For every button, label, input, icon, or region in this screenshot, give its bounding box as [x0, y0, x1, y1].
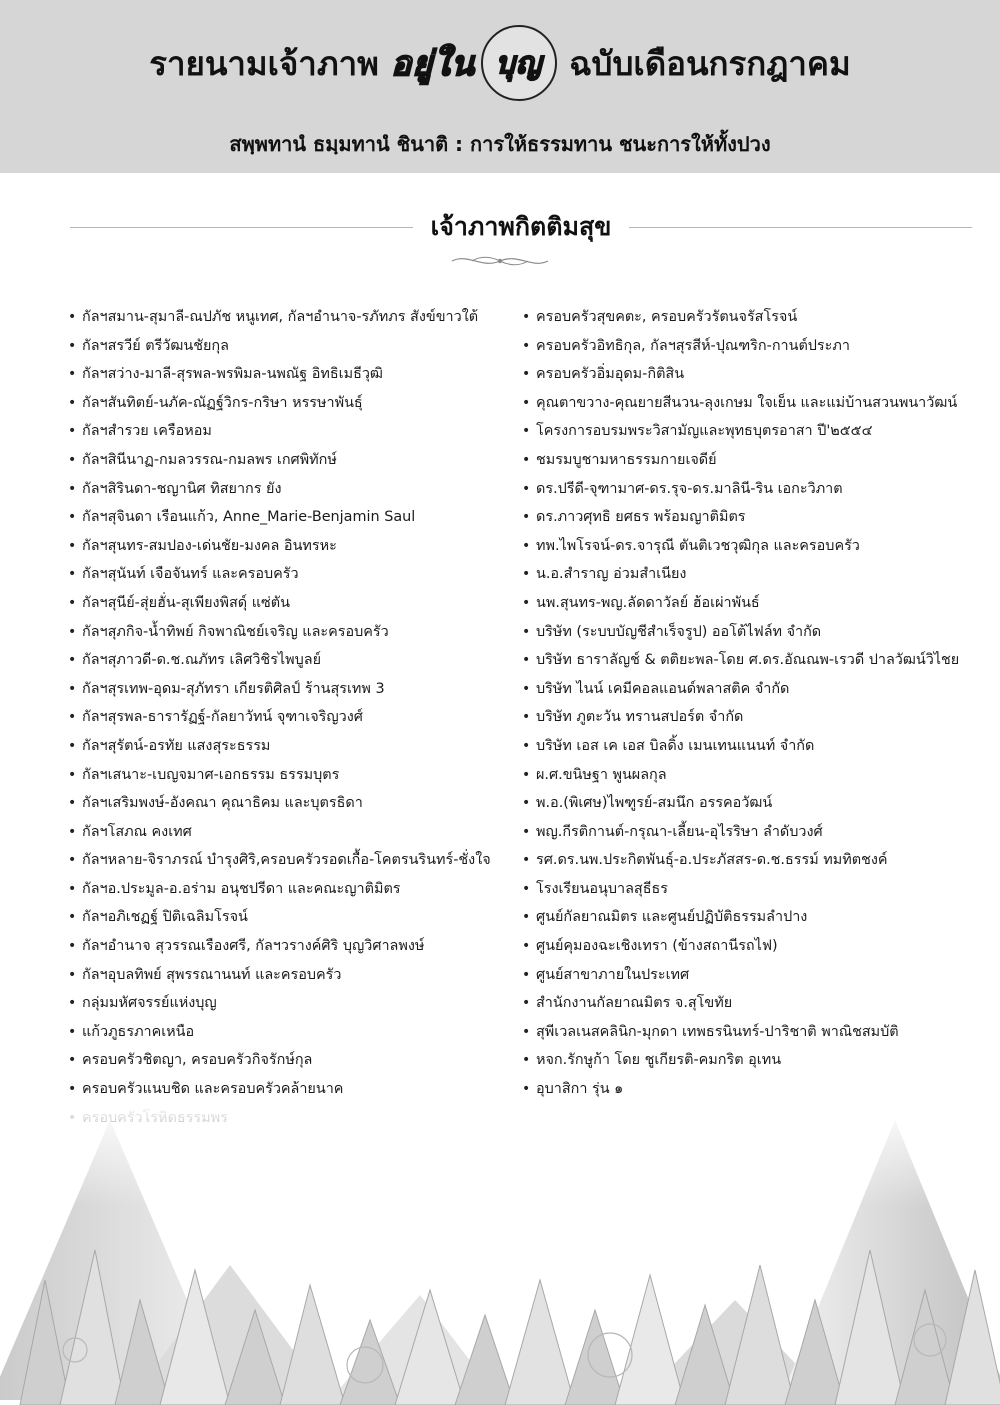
donor-name: คุณตาขวาง-คุณยายสีนวน-ลุงเกษม ใจเย็น และแม่บ้านสวนพนาวัฒน์ [536, 394, 958, 411]
bullet-icon: • [68, 680, 77, 697]
donor-name: ครอบครัวอิทธิกุล, กัลฯสุรสีห์-ปุณฑริก-กานต์ประภา [536, 337, 850, 354]
donor-list-item [68, 532, 528, 561]
donor-name: กัลฯสิรินดา-ชญานิศ ทิสยากร ยัง [82, 480, 282, 497]
donor-name: กัลฯสุรัตน์-อรทัย แสงสุระธรรม [82, 737, 271, 754]
donor-list-item [522, 732, 972, 761]
bullet-icon: • [522, 880, 531, 897]
donor-name: กัลฯอำนาจ สุวรรณเรืองศรี, กัลฯวรางค์ศิริ บุญวิศาลพงษ์ [82, 938, 425, 955]
donor-list-item [68, 360, 528, 389]
donor-list-item [522, 303, 972, 332]
bullet-icon: • [522, 766, 531, 783]
bullet-icon: • [68, 366, 77, 383]
donor-name: พญ.กีรติกานต์-กรุณา-เลี้ยน-อุไรริษา ลำดับวงศ์ [536, 823, 823, 840]
donor-list-item [522, 703, 972, 732]
bullet-icon: • [68, 394, 77, 411]
donor-name: กัลฯสว่าง-มาลี-สุรพล-พรพิมล-นพณัฐ อิทธิเมธีวุฒิ [82, 366, 383, 383]
bullet-icon: • [68, 909, 77, 926]
donor-name: พ.อ.(พิเศษ)ไพฑูรย์-สมนึก อรรคอวัฒน์ [536, 795, 773, 812]
page-title-right: ฉบับเดือนกรกฎาคม [569, 43, 851, 83]
donor-name: ดร.ปรีดี-จุฑามาศ-ดร.รุจ-ดร.มาลินี-ริน เอกะวิภาต [536, 480, 843, 497]
donor-name: ศูนย์คุมองฉะเชิงเทรา (ข้างสถานีรถไฟ) [536, 938, 778, 955]
title-row [0, 28, 1000, 98]
donor-name: โครงการอบรมพระวิสามัญและพุทธบุตรอาสา ปี'๒๕๕๔ [536, 423, 873, 440]
bullet-icon: • [522, 594, 531, 611]
donor-list-item [522, 618, 972, 647]
bullet-icon: • [68, 1081, 77, 1098]
bullet-icon: • [522, 680, 531, 697]
bullet-icon: • [68, 1023, 77, 1040]
donor-name: กัลฯสรวีย์ ตรีวัฒนชัยกุล [82, 337, 229, 354]
donor-name: โรงเรียนอนุบาลสุธีธร [536, 880, 668, 897]
bullet-icon: • [68, 795, 77, 812]
donor-name: นพ.สุนทร-พญ.ลัดดาวัลย์ ฮ้อเผ่าพันธ์ [536, 594, 760, 611]
donor-name: กัลฯสุนีย์-สุ่ยฮั่น-สุเพียงพิสดุ์ แซ่ตัน [82, 594, 290, 611]
donor-list-item [522, 389, 972, 418]
donor-list-item [522, 417, 972, 446]
donor-list-item [68, 446, 528, 475]
donor-name: กัลฯสุภกิจ-น้ำทิพย์ กิจพาณิชย์เจริญ และครอบครัว [82, 623, 389, 640]
donor-name: กัลฯสุจินดา เรือนแก้ว, Anne_Marie-Benjamin Saul [82, 509, 416, 526]
donor-list-item [68, 875, 528, 904]
donor-list-item [522, 1046, 972, 1075]
donor-list-item [68, 475, 528, 504]
logo-circle [481, 25, 557, 101]
donor-name: บริษัท ภูตะวัน ทรานสปอร์ต จำกัด [536, 709, 744, 726]
donor-list-item [68, 389, 528, 418]
donor-name: ทพ.ไพโรจน์-ดร.จารุณี ตันติเวชวุฒิกุล และครอบครัว [536, 537, 860, 554]
section-rule-right [629, 227, 972, 228]
bullet-icon: • [522, 1052, 531, 1069]
donor-list-item [68, 675, 528, 704]
donor-list-item [522, 1018, 972, 1047]
bullet-icon: • [522, 823, 531, 840]
bullet-icon: • [522, 709, 531, 726]
donor-name: อุบาสิกา รุ่น ๑ [536, 1081, 624, 1098]
donor-list-item [68, 789, 528, 818]
bullet-icon: • [522, 423, 531, 440]
bullet-icon: • [68, 709, 77, 726]
donor-list-item [522, 932, 972, 961]
page-subtitle: สพฺพทานํ ธมฺมทานํ ชินาติ : การให้ธรรมทาน ชนะการให้ทั้งปวง [229, 132, 771, 156]
donor-name: กัลฯสุภาวดี-ด.ช.ณภัทร เลิศวิชิรไพบูลย์ [82, 652, 322, 669]
bullet-icon: • [68, 652, 77, 669]
donor-list-item [68, 303, 528, 332]
donor-name: กัลฯอุบลทิพย์ สุพรรณานนท์ และครอบครัว [82, 966, 342, 983]
bullet-icon: • [68, 766, 77, 783]
bullet-icon: • [68, 938, 77, 955]
donor-name: ครอบครัวอิ่มอุดม-กิติสิน [536, 366, 685, 383]
bullet-icon: • [68, 966, 77, 983]
donor-list-item [68, 732, 528, 761]
bullet-icon: • [68, 880, 77, 897]
bullet-icon: • [68, 509, 77, 526]
donor-list-item [68, 989, 528, 1018]
donor-list-item [68, 1018, 528, 1047]
bullet-icon: • [68, 566, 77, 583]
section-heading-row [70, 207, 972, 247]
bullet-icon: • [68, 337, 77, 354]
donor-name: กัลฯโสภณ คงเทศ [82, 823, 192, 840]
donor-name: กัลฯสุรพล-ธารารัฏฐ์-กัลยาวัทน์ จุฑาเจริญวงศ์ [82, 709, 363, 726]
donor-list-item [68, 503, 528, 532]
bullet-icon: • [68, 852, 77, 869]
bullet-icon: • [522, 337, 531, 354]
donor-list-item [68, 646, 528, 675]
crystal-pyramid-illustration [0, 1100, 1000, 1405]
donor-name: กัลฯอภิเชฏฐ์ ปิติเฉลิมโรจน์ [82, 909, 248, 926]
ayunaiboon-logo [391, 25, 557, 101]
donor-list-item [68, 1046, 528, 1075]
donor-list-item [522, 332, 972, 361]
bullet-icon: • [522, 537, 531, 554]
bullet-icon: • [68, 737, 77, 754]
donor-list-item [68, 589, 528, 618]
donor-name: บริษัท ธาราลัญช์ & ตติยะพล-โดย ศ.ดร.อัณณพ-เรวดี ปาลวัฒน์วิไชย [536, 652, 960, 669]
flourish-ornament-icon [450, 250, 550, 272]
donor-name: ชมรมบูชามหาธรรมกายเจดีย์ [536, 451, 717, 468]
donor-name: ครอบครัวแนบชิด และครอบครัวคล้ายนาค [82, 1081, 344, 1098]
bullet-icon: • [522, 366, 531, 383]
bullet-icon: • [68, 823, 77, 840]
section-rule-left [70, 227, 413, 228]
bullet-icon: • [522, 394, 531, 411]
donor-name: กัลฯเสนาะ-เบญจมาศ-เอกธรรม ธรรมบุตร [82, 766, 340, 783]
bullet-icon: • [68, 451, 77, 468]
donor-list-item [522, 475, 972, 504]
donor-name: กัลฯสินีนาฏ-กมลวรรณ-กมลพร เกศพิทักษ์ [82, 451, 337, 468]
donor-list-item [68, 703, 528, 732]
donor-name: ครอบครัวสุขคตะ, ครอบครัวรัตนจรัสโรจน์ [536, 309, 798, 325]
donor-name: กัลฯสุรเทพ-อุดม-สุภัทรา เกียรติศิลป์ ร้านสุรเทพ 3 [82, 680, 385, 697]
bullet-icon: • [522, 652, 531, 669]
donor-list-item [68, 332, 528, 361]
donor-list-item [68, 903, 528, 932]
donor-name: หจก.รักษูก้า โดย ชูเกียรติ-คมกริต อุเทน [536, 1052, 782, 1069]
bullet-icon: • [522, 451, 531, 468]
donor-list-item [522, 761, 972, 790]
logo-circle-word: บุญ [495, 45, 543, 81]
donor-name: ศูนย์กัลยาณมิตร และศูนย์ปฏิบัติธรรมลำปาง [536, 909, 808, 926]
donor-list-item [522, 503, 972, 532]
donor-name: สุพีเวลเนสคลินิก-มุกดา เทพธรนินทร์-ปาริชาติ พาณิชสมบัติ [536, 1023, 899, 1040]
bullet-icon: • [522, 566, 531, 583]
donor-name: น.อ.สำราญ อ่วมสำเนียง [536, 566, 687, 583]
donor-list-item [68, 846, 528, 875]
donor-list-item [522, 646, 972, 675]
donor-list-item [68, 761, 528, 790]
donor-list-item [522, 875, 972, 904]
donor-list-item [522, 846, 972, 875]
donor-list-item [522, 589, 972, 618]
bullet-icon: • [522, 1081, 531, 1098]
bullet-icon: • [522, 995, 531, 1012]
donor-name: กัลฯสมาน-สุมาลี-ณปภัช หนูเทศ, กัลฯอำนาจ-รภัทภร สังข์ขาวใต้ [82, 309, 479, 325]
bullet-icon: • [522, 509, 531, 526]
bullet-icon: • [68, 1052, 77, 1069]
donor-list-item [522, 532, 972, 561]
bullet-icon: • [68, 309, 77, 325]
bullet-icon: • [522, 795, 531, 812]
bullet-icon: • [68, 480, 77, 497]
donor-name: กัลฯสำรวย เครือหอม [82, 423, 212, 440]
logo-word: อยู่ใน [390, 44, 476, 84]
bullet-icon: • [68, 594, 77, 611]
donor-list-item [522, 446, 972, 475]
donor-name: แก้วภูธรภาคเหนือ [82, 1023, 195, 1040]
donor-list-right [522, 303, 972, 1104]
bullet-icon: • [68, 537, 77, 554]
donor-list-item [68, 417, 528, 446]
donor-name: กัลฯสันทิตย์-นภัค-ณัฏฐ์วิกร-กริษา หรรษาพันธุ์ [82, 394, 363, 411]
donor-list-left [68, 303, 528, 1132]
bullet-icon: • [68, 995, 77, 1012]
donor-list-item [522, 818, 972, 847]
donor-name: บริษัท ไนน์ เคมีคอลแอนด์พลาสติค จำกัด [536, 680, 790, 697]
page-title-left: รายนามเจ้าภาพ [149, 43, 379, 83]
donor-list-item [522, 560, 972, 589]
bullet-icon: • [522, 852, 531, 869]
donor-name: กลุ่มมหัศจรรย์แห่งบุญ [82, 995, 217, 1012]
donor-list-item [522, 989, 972, 1018]
donor-list-item [522, 789, 972, 818]
donor-name: ผ.ศ.ขนิษฐา พูนผลกุล [536, 766, 667, 783]
donor-list-item [522, 903, 972, 932]
donor-name: รศ.ดร.นพ.ประกิตพันธุ์-อ.ประภัสสร-ด.ช.ธรรม์ ทมทิตชงค์ [536, 852, 888, 869]
donor-list-item [522, 961, 972, 990]
donor-name: กัลฯเสริมพงษ์-อังคณา คุณาธิคม และบุตรธิดา [82, 795, 363, 812]
donor-list-item [522, 360, 972, 389]
header-banner [0, 0, 1000, 173]
bullet-icon: • [522, 309, 531, 325]
donor-name: ครอบครัวชิตญา, ครอบครัวกิจรักษ์กุล [82, 1052, 313, 1069]
donor-list-item [68, 932, 528, 961]
donor-name: ศูนย์สาขาภายในประเทศ [536, 966, 690, 983]
bullet-icon: • [68, 623, 77, 640]
bullet-icon: • [522, 1023, 531, 1040]
bullet-icon: • [522, 909, 531, 926]
donor-list-item [68, 618, 528, 647]
bullet-icon: • [522, 938, 531, 955]
donor-name: สำนักงานกัลยาณมิตร จ.สุโขทัย [536, 995, 733, 1012]
bullet-icon: • [68, 423, 77, 440]
donor-name: กัลฯสุนทร-สมปอง-เด่นชัย-มงคล อินทรหะ [82, 537, 337, 554]
donor-list-item [68, 818, 528, 847]
donor-list-item [68, 560, 528, 589]
donor-name: บริษัท (ระบบบัญชีสำเร็จรูป) ออโต้ไฟล์ท จำกัด [536, 623, 822, 640]
donor-name: กัลฯหลาย-จิราภรณ์ บำรุงศิริ,ครอบครัวรอดเกื้อ-โคตรนรินทร์-ชั่งใจ [82, 852, 491, 869]
section-title: เจ้าภาพกิตติมสุข [430, 212, 612, 241]
bullet-icon: • [522, 737, 531, 754]
donor-name: กัลฯสุนันท์ เจือจันทร์ และครอบครัว [82, 566, 299, 583]
bullet-icon: • [522, 480, 531, 497]
donor-name: กัลฯอ.ประมูล-อ.อร่าม อนุชปรีดา และคณะญาติมิตร [82, 880, 401, 897]
bullet-icon: • [522, 966, 531, 983]
bullet-icon: • [522, 623, 531, 640]
donor-name: ดร.ภาวศุทธิ ยศธร พร้อมญาติมิตร [536, 509, 746, 526]
donor-list-item [68, 961, 528, 990]
donor-list-item [522, 675, 972, 704]
donor-name: บริษัท เอส เค เอส บิลดิ้ง เมนเทนแนนท์ จำกัด [536, 737, 815, 754]
